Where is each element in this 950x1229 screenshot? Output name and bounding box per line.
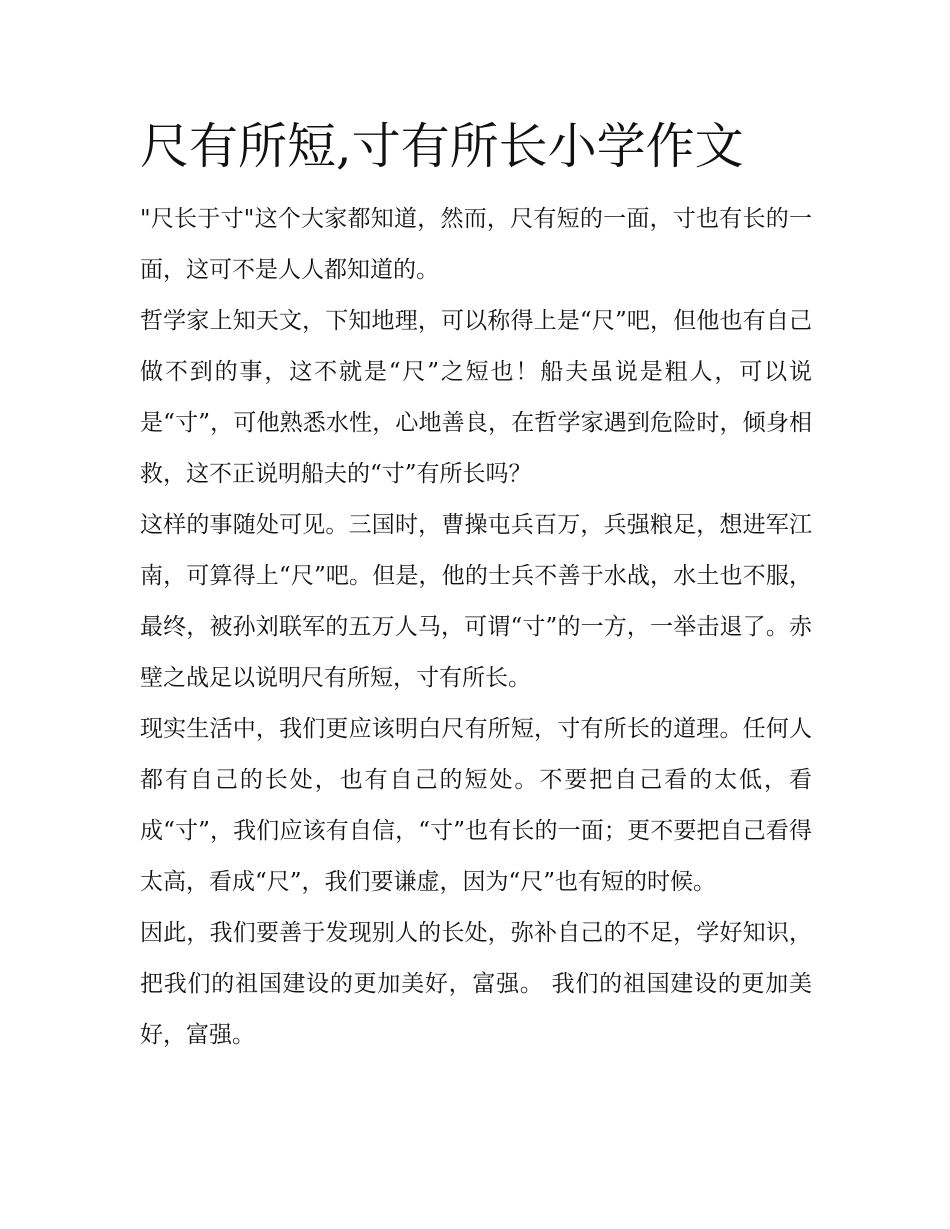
paragraph-2: 哲学家上知天文，下知地理，可以称得上是“尺”吧，但他也有自己做不到的事，这不就是“尺”之短也！船夫虽说是粗人，可以说是“寸”，可他熟悉水性，心地善良，在哲学家遇到危险时，倾身相救，这不正说明船夫的“寸”有所长吗？ xyxy=(140,308,812,487)
paragraph-3: 这样的事随处可见。三国时，曹操屯兵百万，兵强粮足，想进军江南，可算得上“尺”吧。但是，他的士兵不善于水战，水土也不服，最终，被孙刘联军的五万人马，可谓“寸”的一方，一举击退了。赤壁之战足以说明尺有所短，寸有所长。 xyxy=(140,512,812,691)
paragraph-5: 因此，我们要善于发现别人的长处，弥补自己的不足，学好知识，把我们的祖国建设的更加美好，富强。 我们的祖国建设的更加美好，富强。 xyxy=(140,920,812,1048)
article-body xyxy=(140,112,812,1061)
article-title: 尺有所短,寸有所长小学作文 xyxy=(140,118,744,175)
paragraph-1: "尺长于寸"这个大家都知道，然而，尺有短的一面，寸也有长的一面，这可不是人人都知道的。 xyxy=(140,206,812,283)
paragraph-4: 现实生活中，我们更应该明白尺有所短，寸有所长的道理。任何人都有自己的长处，也有自己的短处。不要把自己看的太低，看成“寸”，我们应该有自信，“寸”也有长的一面；更不要把自己看得太高，看成“尺”，我们要谦虚，因为“尺”也有短的时候。 xyxy=(140,716,812,895)
